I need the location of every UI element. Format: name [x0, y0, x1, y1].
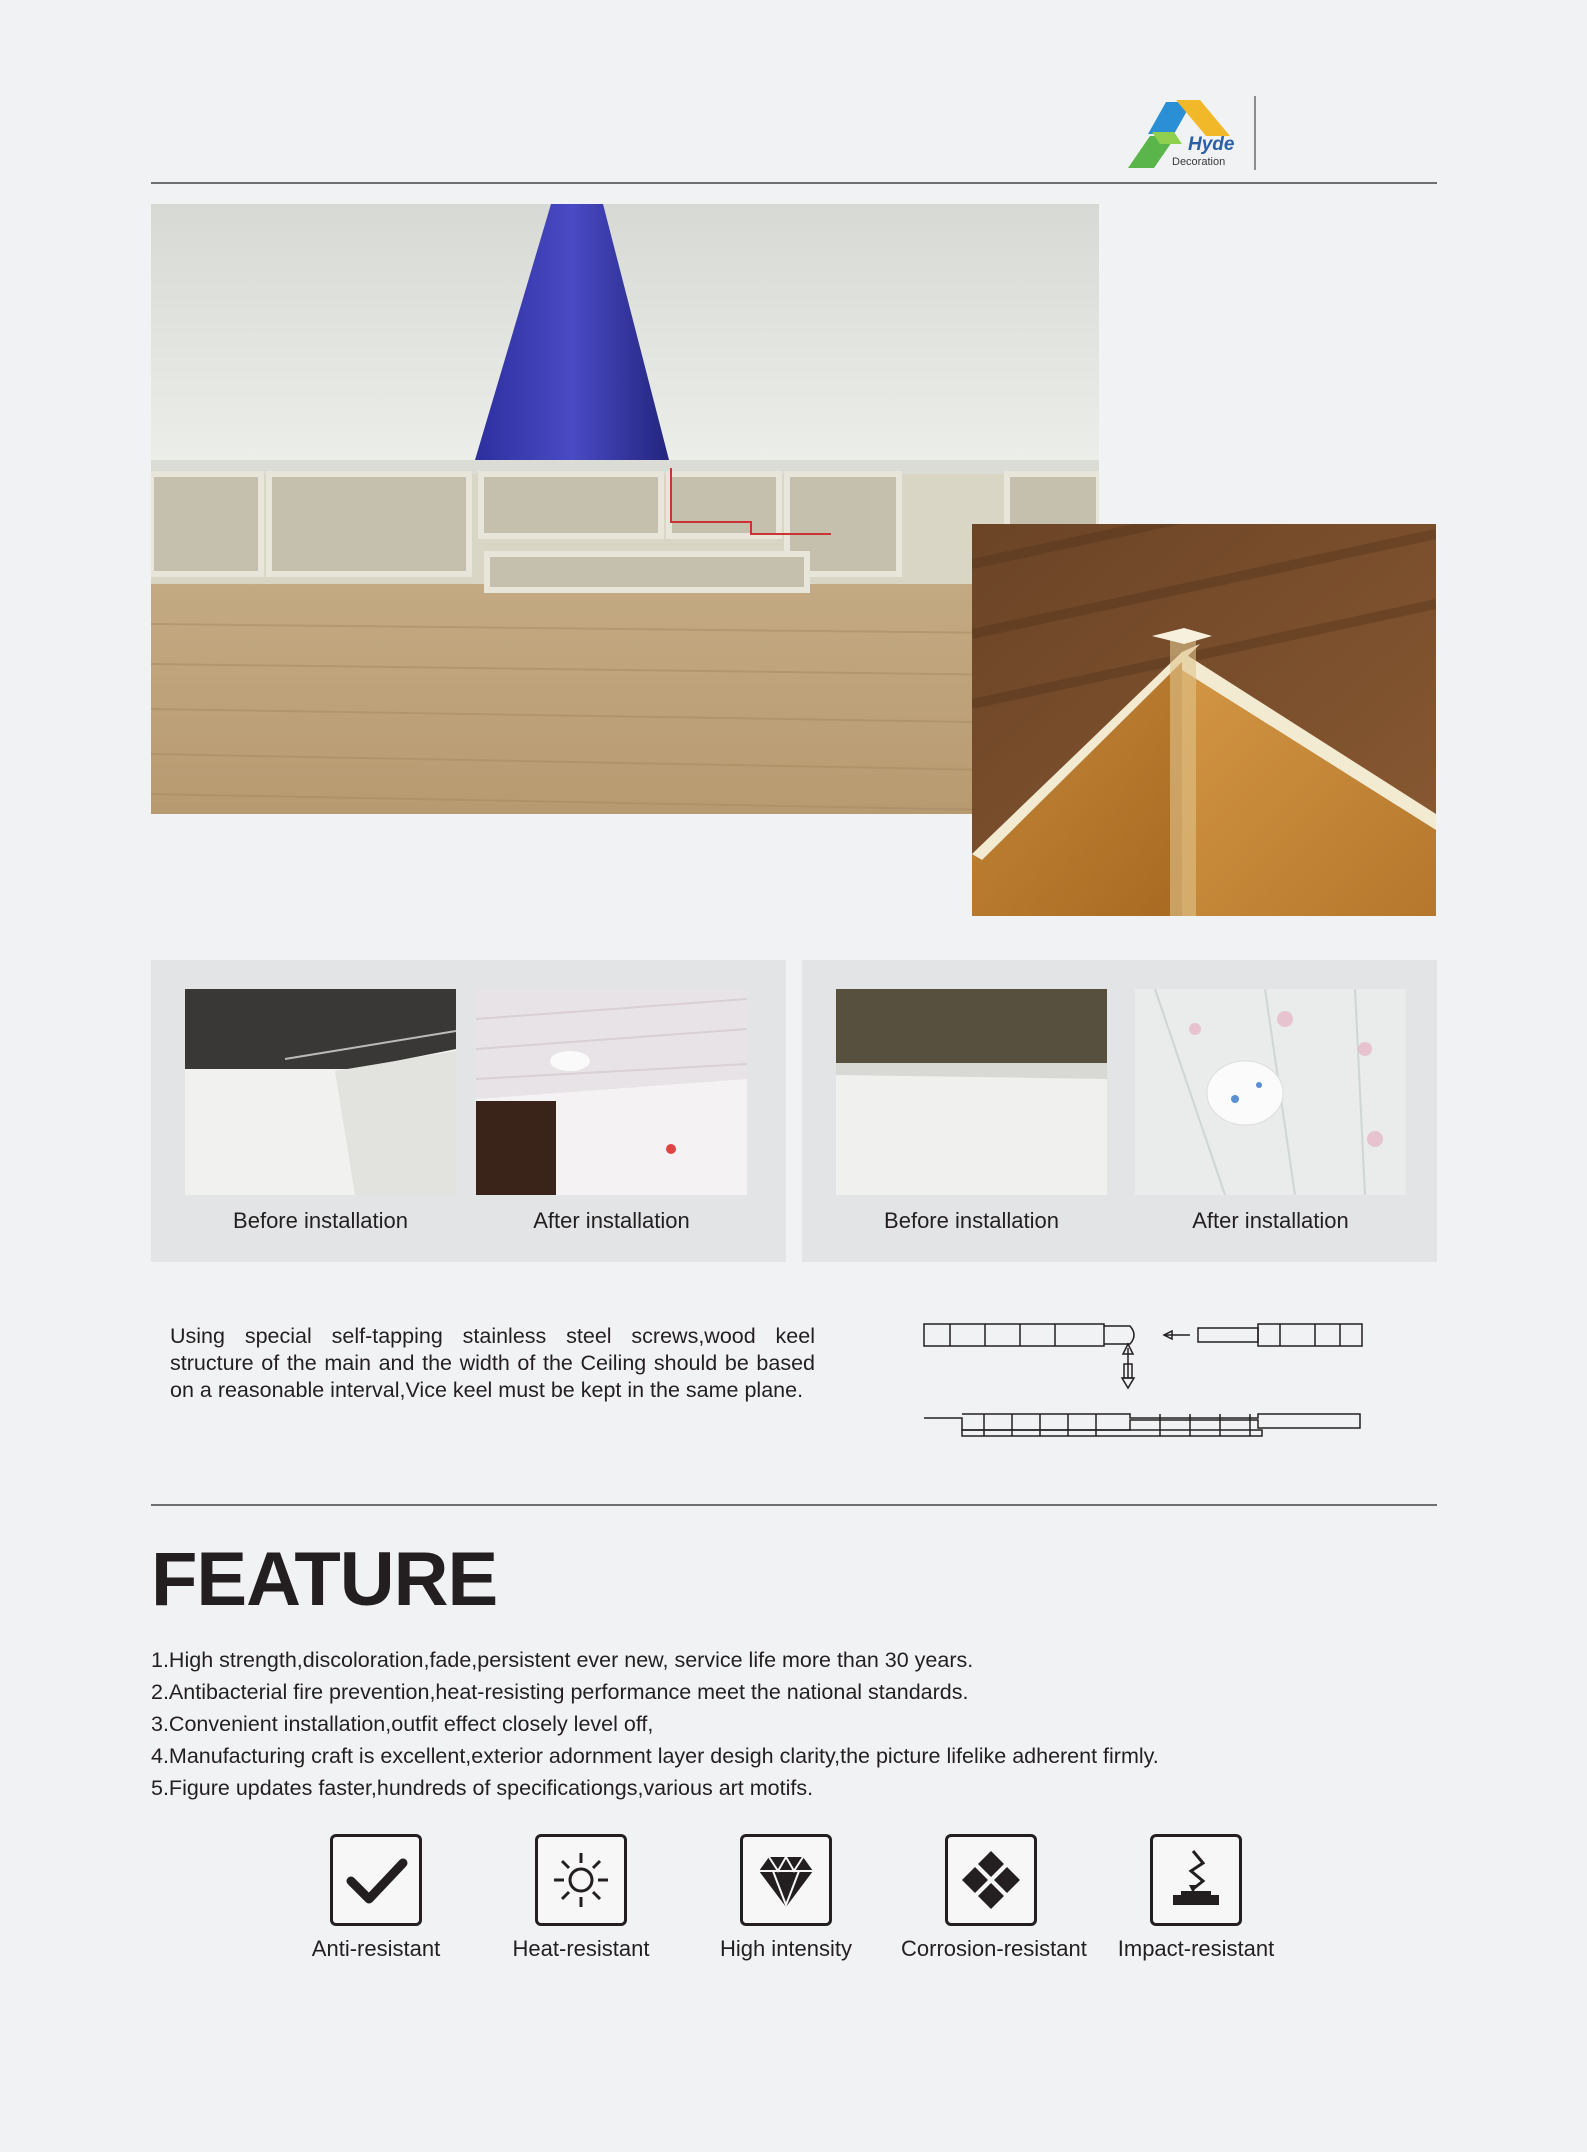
list-item: 4.Manufacturing craft is excellent,exterior adornment layer desigh clarity,the picture lifelike adherent firmly. — [151, 1744, 1159, 1768]
before-installation-image — [185, 989, 456, 1195]
after-installation-image — [476, 989, 747, 1195]
sun-icon — [535, 1834, 627, 1926]
after-label: After installation — [1192, 1208, 1349, 1233]
diamond-icon — [740, 1834, 832, 1926]
comparison-panel-1 — [151, 960, 786, 1262]
feature-title: FEATURE — [151, 1537, 498, 1622]
feature-label: Heat-resistant — [512, 1936, 650, 1961]
panel-cross-section-image — [151, 204, 1099, 820]
after-label: After installation — [533, 1208, 690, 1233]
list-item: 2.Antibacterial fire prevention,heat-resisting performance meet the national standards. — [151, 1680, 969, 1704]
logo-subtitle: Decoration — [1172, 156, 1226, 168]
impact-icon — [1150, 1834, 1242, 1926]
feature-high-intensity — [696, 1834, 876, 1962]
feature-list — [151, 1644, 1159, 1804]
tile-icon — [945, 1834, 1037, 1926]
feature-label: Impact-resistant — [1117, 1936, 1275, 1961]
checkmark-icon — [330, 1834, 422, 1926]
logo-divider — [1254, 96, 1256, 170]
installation-note: Using special self-tapping stainless steel screws,wood keel structure of the main and the width of the Ceiling should be based on a reasonable interval,Vice keel must be kept in the same plane. — [170, 1324, 815, 1402]
feature-anti-resistant — [286, 1834, 466, 1962]
before-label: Before installation — [884, 1208, 1059, 1233]
feature-label: Anti-resistant — [311, 1936, 441, 1961]
list-item: 5.Figure updates faster,hundreds of specificationgs,various art motifs. — [151, 1776, 814, 1800]
feature-heat-resistant — [491, 1834, 671, 1962]
logo-name: Hyde — [1188, 134, 1235, 155]
header-divider — [151, 182, 1437, 184]
after-installation-image — [1135, 989, 1406, 1195]
before-installation-image — [836, 989, 1107, 1195]
installation-diagram — [920, 1318, 1372, 1448]
section-divider — [151, 1504, 1437, 1506]
list-item: 3.Convenient installation,outfit effect closely level off, — [151, 1712, 654, 1736]
before-label: Before installation — [233, 1208, 408, 1233]
feature-impact-resistant — [1106, 1834, 1286, 1962]
feature-label: Corrosion-resistant — [901, 1936, 1087, 1961]
list-item: 1.High strength,discoloration,fade,persistent ever new, service life more than 30 years. — [151, 1648, 974, 1672]
feature-corrosion-resistant — [901, 1834, 1087, 1962]
corner-trim-image — [972, 524, 1436, 916]
brand-logo — [1126, 96, 1256, 172]
feature-icons — [286, 1834, 1286, 1974]
comparison-panel-2 — [802, 960, 1437, 1262]
feature-label: High intensity — [719, 1936, 853, 1961]
